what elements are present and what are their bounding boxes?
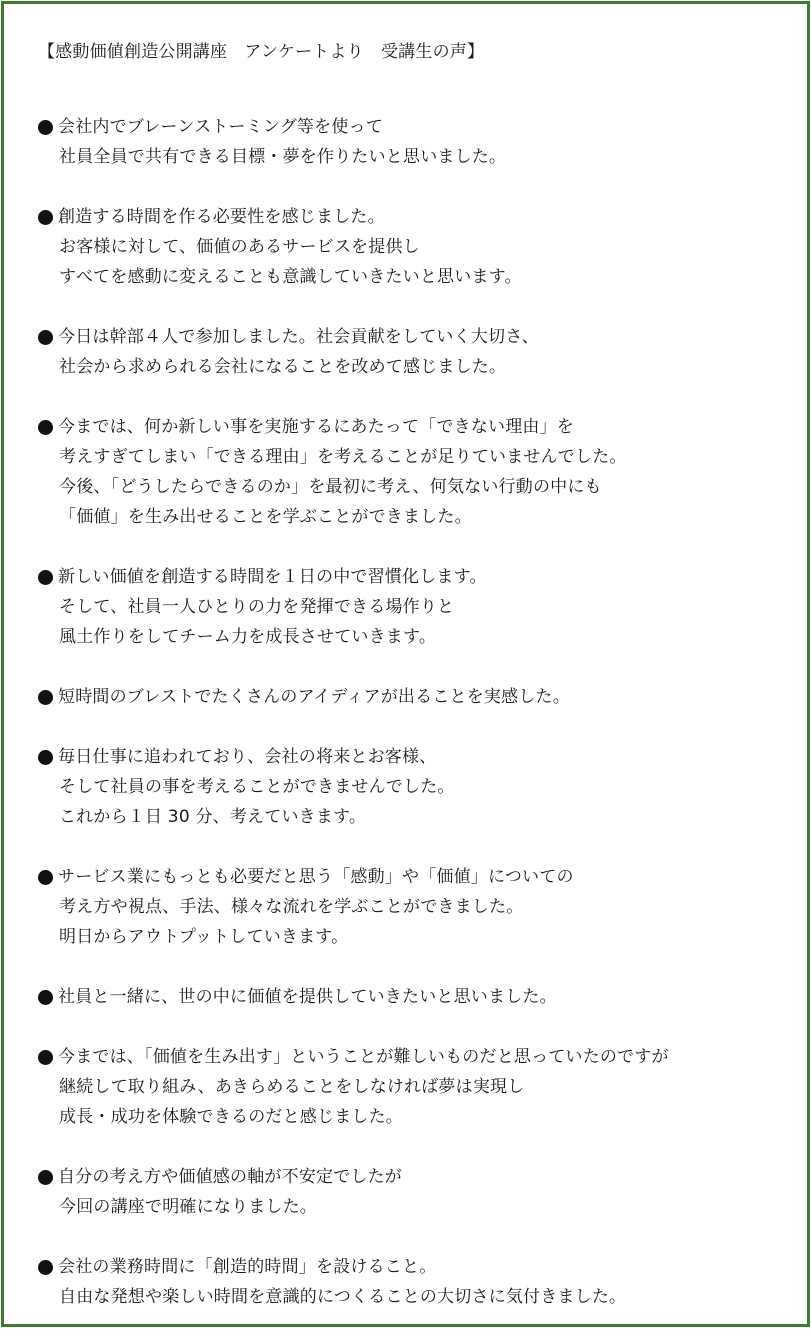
page-title: 【感動価値創造公開講座 アンケートより 受講生の声】: [38, 42, 485, 62]
comment-line: [38, 1282, 797, 1312]
bullet-icon: [38, 1260, 53, 1275]
comment-text: 「価値」を生み出せることを学ぶことができました。: [59, 507, 472, 527]
comment-item: [38, 202, 797, 292]
comment-text: 今までは、「価値を生み出す」ということが難しいものだと思っていたのですが: [58, 1047, 669, 1067]
comment-line: [38, 592, 797, 622]
comment-line: [38, 892, 797, 922]
comment-line: [38, 472, 797, 502]
bullet-icon: [38, 420, 53, 435]
comment-line-first: [38, 1042, 797, 1072]
comment-line: [38, 262, 797, 292]
comment-text: 自由な発想や楽しい時間を意識的につくることの大切さに気付きました。: [59, 1287, 627, 1307]
comment-text: 社会から求められる会社になることを改めて感じました。: [59, 357, 507, 377]
comment-item: [38, 112, 797, 172]
comment-line: [38, 1192, 797, 1222]
comment-line: [38, 502, 797, 532]
comment-text: 社員全員で共有できる目標・夢を作りたいと思いました。: [59, 147, 507, 167]
comment-item: [38, 862, 797, 952]
comment-item: [38, 742, 797, 832]
comment-text: 今日は幹部４人で参加しました。社会貢献をしていく大切さ、: [58, 327, 539, 347]
comment-text: 会社内でブレーンストーミング等を使って: [58, 117, 383, 137]
comment-text: 継続して取り組み、あきらめることをしなければ夢は実現し: [59, 1077, 525, 1097]
comment-text: 風土作りをしてチーム力を成長させていきます。: [59, 627, 437, 647]
comment-line: [38, 772, 797, 802]
comment-text: 明日からアウトプットしていきます。: [59, 927, 349, 947]
comment-line-first: [38, 742, 797, 772]
comment-item: [38, 322, 797, 382]
bullet-icon: [38, 990, 53, 1005]
comment-text: お客様に対して、価値のあるサービスを提供し: [59, 237, 420, 257]
comment-item: [38, 982, 797, 1012]
comment-text: そして社員の事を考えることができませんでした。: [59, 777, 455, 797]
document-frame: [1, 1, 810, 1327]
comment-text: 社員と一緒に、世の中に価値を提供していきたいと思いました。: [58, 987, 557, 1007]
comment-item: [38, 1042, 797, 1132]
comment-line: [38, 622, 797, 652]
comment-line: [38, 442, 797, 472]
bullet-icon: [38, 570, 53, 585]
comment-text: 新しい価値を創造する時間を１日の中で習慣化します。: [58, 567, 487, 587]
bullet-icon: [38, 870, 53, 885]
comment-item: [38, 1252, 797, 1312]
comment-text: 考え方や視点、手法、様々な流れを学ぶことができました。: [59, 897, 524, 917]
comment-line-first: [38, 412, 797, 442]
comment-line: [38, 922, 797, 952]
comment-list: [38, 112, 797, 1312]
bullet-icon: [38, 210, 53, 225]
comment-line-first: [38, 982, 797, 1012]
comment-line-first: [38, 682, 797, 712]
comment-item: [38, 562, 797, 652]
comment-line-first: [38, 562, 797, 592]
comment-line: [38, 1102, 797, 1132]
bullet-icon: [38, 690, 53, 705]
bullet-icon: [38, 120, 53, 135]
comment-line: [38, 232, 797, 262]
comment-text: 今回の講座で明確になりました。: [59, 1197, 317, 1217]
comment-text: 会社の業務時間に「創造的時間」を設けること。: [58, 1257, 437, 1277]
comment-text: 創造する時間を作る必要性を感じました。: [58, 207, 385, 227]
comment-text: 成長・成功を体験できるのだと感じました。: [59, 1107, 403, 1127]
comment-text: サービス業にもっとも必要だと思う「感動」や「価値」についての: [58, 867, 574, 887]
comment-item: [38, 682, 797, 712]
comment-text: これから１日 30 分、考えていきます。: [59, 807, 367, 827]
comment-line: [38, 1072, 797, 1102]
comment-text: そして、社員一人ひとりの力を発揮できる場作りと: [59, 597, 455, 617]
comment-text: 自分の考え方や価値感の軸が不安定でしたが: [58, 1167, 402, 1187]
comment-text: 短時間のブレストでたくさんのアイディアが出ることを実感した。: [58, 687, 570, 707]
comment-line-first: [38, 1252, 797, 1282]
comment-line-first: [38, 322, 797, 352]
bullet-icon: [38, 750, 53, 765]
comment-line: [38, 142, 797, 172]
comment-line-first: [38, 862, 797, 892]
comment-text: 今までは、何か新しい事を実施するにあたって「できない理由」を: [58, 417, 574, 437]
comment-text: すべてを感動に変えることも意識していきたいと思います。: [59, 267, 522, 287]
comment-line-first: [38, 202, 797, 232]
bullet-icon: [38, 1170, 53, 1185]
comment-line: [38, 352, 797, 382]
comment-text: 考えすぎてしまい「できる理由」を考えることが足りていませんでした。: [59, 447, 627, 467]
title-spacer: [38, 67, 797, 112]
comment-text: 今後、「どうしたらできるのか」を最初に考え、何気ない行動の中にも: [59, 477, 602, 497]
comment-item: [38, 412, 797, 532]
bullet-icon: [38, 1050, 53, 1065]
comment-text: 毎日仕事に追われており、会社の将来とお客様、: [58, 747, 437, 767]
comment-line-first: [38, 112, 797, 142]
comment-line: [38, 802, 797, 832]
survey-content: [38, 37, 797, 1342]
bullet-icon: [38, 330, 53, 345]
comment-item: [38, 1162, 797, 1222]
comment-line-first: [38, 1162, 797, 1192]
